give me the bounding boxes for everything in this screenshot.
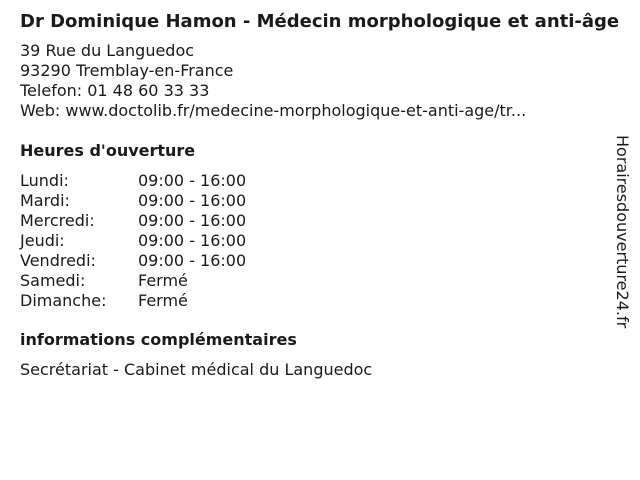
street-address: 39 Rue du Languedoc [20,41,195,60]
hours-row-tuesday [20,191,620,211]
day-label: Samedi: [20,271,86,290]
day-label: Lundi: [20,171,69,190]
additional-info-heading: informations complémentaires [20,330,297,349]
day-label: Vendredi: [20,251,96,270]
hours-row-sunday [20,291,620,311]
phone-number: Telefon: 01 48 60 33 33 [20,81,210,100]
day-label: Mercredi: [20,211,95,230]
day-label: Mardi: [20,191,70,210]
hours-row-thursday [20,231,620,251]
hours-row-monday [20,171,620,191]
website-link[interactable]: Web: www.doctolib.fr/medecine-morphologique-et-anti-age/tr... [20,101,527,120]
address-block [20,41,620,121]
business-card [20,11,620,380]
city-postal-code: 93290 Tremblay-en-France [20,61,234,80]
opening-hours-heading: Heures d'ouverture [20,141,196,160]
hours-row-wednesday [20,211,620,231]
site-watermark: Horairesdouverture24.fr [613,135,632,329]
day-hours: 09:00 - 16:00 [138,171,247,190]
hours-row-friday [20,251,620,271]
page-title: Dr Dominique Hamon - Médecin morphologique et anti-âge [20,11,620,32]
day-hours: 09:00 - 16:00 [138,231,247,250]
day-label: Dimanche: [20,291,107,310]
opening-hours-table [20,171,620,311]
day-hours: Fermé [138,271,188,290]
day-hours: Fermé [138,291,188,310]
day-hours: 09:00 - 16:00 [138,251,247,270]
day-hours: 09:00 - 16:00 [138,191,247,210]
additional-info-text: Secrétariat - Cabinet médical du Languedoc [20,360,373,379]
day-hours: 09:00 - 16:00 [138,211,247,230]
hours-row-saturday [20,271,620,291]
day-label: Jeudi: [20,231,65,250]
